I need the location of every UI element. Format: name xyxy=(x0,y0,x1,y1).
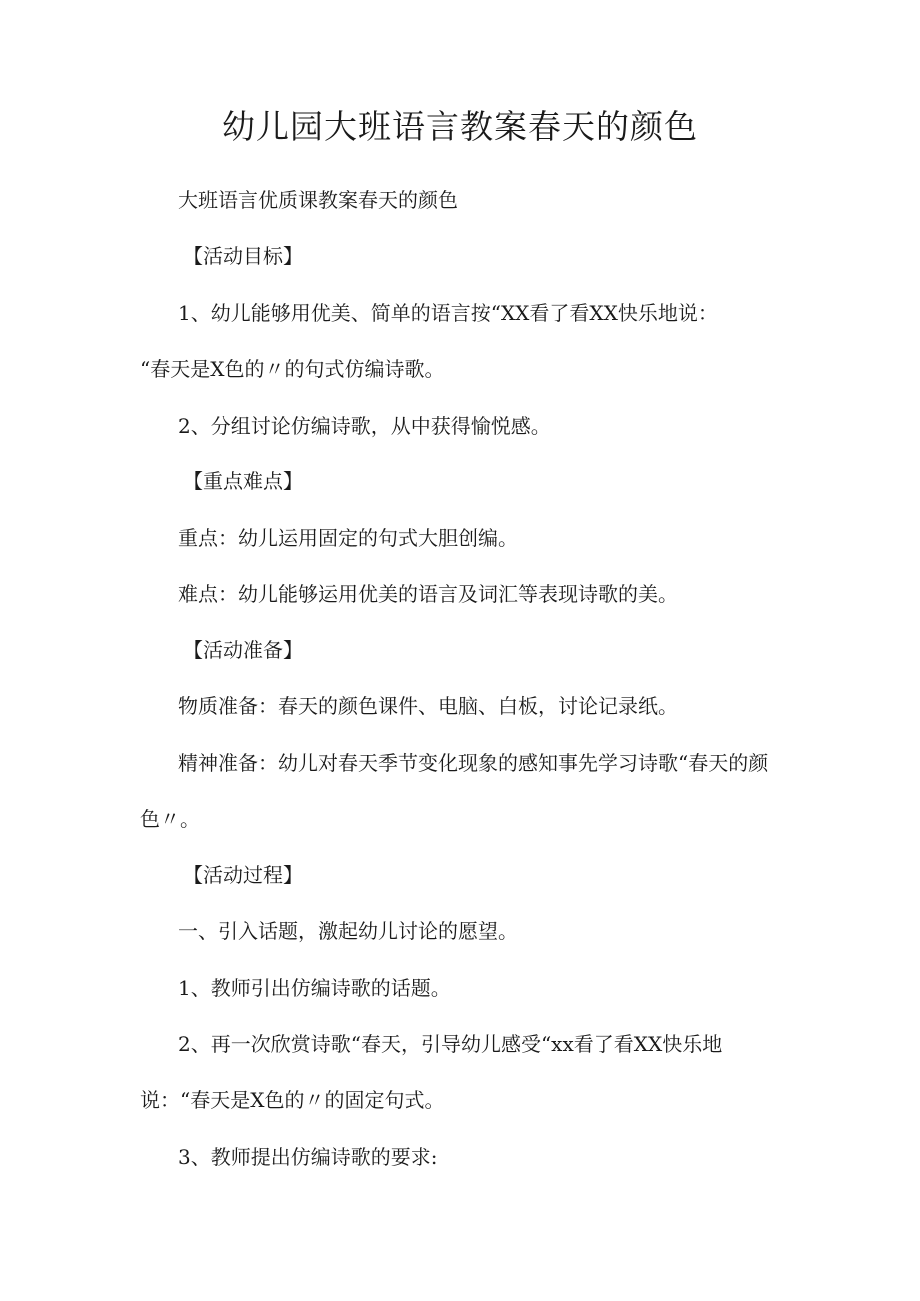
material-prep-text: 物质准备：春天的颜色课件、电脑、白板，讨论记录纸。 xyxy=(178,694,678,718)
process-step-1: 一、引入话题，激起幼儿讨论的愿望。 xyxy=(178,919,518,943)
process-step-1-1: 1、教师引出仿编诗歌的话题。 xyxy=(178,976,451,1000)
goal-1-line-2: “春天是X色的〃的句式仿编诗歌。 xyxy=(140,357,445,381)
keypoint-text: 重点：幼儿运用固定的句式大胆创编。 xyxy=(178,526,518,550)
section-heading-process: 【活动过程】 xyxy=(183,863,303,887)
mental-prep-line-2: 色〃。 xyxy=(140,807,200,831)
goal-2: 2、分组讨论仿编诗歌，从中获得愉悦感。 xyxy=(178,414,551,438)
mental-prep-line-1: 精神准备：幼儿对春天季节变化现象的感知事先学习诗歌“春天的颜 xyxy=(178,751,769,775)
process-step-1-2-line-1: 2、再一次欣赏诗歌“春天，引导幼儿感受“xx看了看XX快乐地 xyxy=(178,1032,723,1056)
goal-1-line-1: 1、幼儿能够用优美、简单的语言按“XX看了看XX快乐地说： xyxy=(178,301,718,325)
section-heading-prep: 【活动准备】 xyxy=(183,638,303,662)
document-subtitle: 大班语言优质课教案春天的颜色 xyxy=(178,188,458,212)
document-title: 幼儿园大班语言教案春天的颜色 xyxy=(222,107,698,146)
process-step-1-3: 3、教师提出仿编诗歌的要求: xyxy=(178,1145,438,1169)
difficulty-text: 难点：幼儿能够运用优美的语言及词汇等表现诗歌的美。 xyxy=(178,582,678,606)
section-heading-goals: 【活动目标】 xyxy=(183,244,303,268)
process-step-1-2-line-2: 说：“春天是X色的〃的固定句式。 xyxy=(140,1088,445,1112)
section-heading-keypoints: 【重点难点】 xyxy=(183,469,303,493)
